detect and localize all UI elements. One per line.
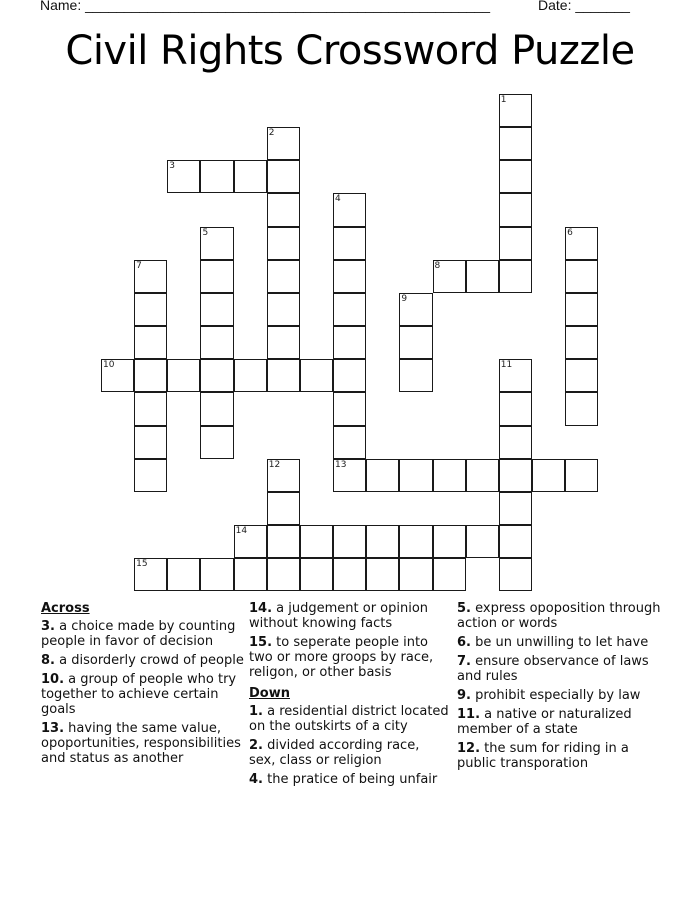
crossword-cell[interactable] <box>466 459 499 492</box>
crossword-cell[interactable] <box>499 160 532 193</box>
clue-number: 12. <box>457 741 481 756</box>
crossword-cell[interactable] <box>234 160 267 193</box>
crossword-cell[interactable] <box>433 525 466 558</box>
crossword-cell[interactable] <box>300 558 333 591</box>
crossword-cell[interactable] <box>267 558 300 591</box>
clue-number-label: 12 <box>268 459 281 470</box>
crossword-cell[interactable] <box>499 426 532 459</box>
crossword-cell[interactable] <box>134 459 167 492</box>
clue-text: be un unwilling to let have <box>475 635 649 650</box>
crossword-cell[interactable] <box>267 193 300 226</box>
crossword-cell[interactable] <box>134 426 167 459</box>
crossword-cell[interactable] <box>200 227 233 260</box>
clue-number-label: 8 <box>434 260 441 271</box>
crossword-cell[interactable] <box>134 392 167 425</box>
crossword-cell[interactable] <box>333 293 366 326</box>
crossword-cell[interactable] <box>499 492 532 525</box>
crossword-cell[interactable] <box>499 260 532 293</box>
crossword-cell[interactable] <box>399 359 432 392</box>
clue-text: a group of people who try together to achieve certain goals <box>41 672 237 717</box>
crossword-cell[interactable] <box>433 459 466 492</box>
across-heading: Across <box>41 601 90 616</box>
crossword-cell[interactable] <box>466 260 499 293</box>
clue-number-label: 11 <box>500 360 513 371</box>
crossword-cell[interactable] <box>565 293 598 326</box>
clues-column-2 <box>249 601 449 791</box>
clue-down-7 <box>457 654 662 684</box>
crossword-cell[interactable] <box>267 293 300 326</box>
clue-number-label: 10 <box>103 360 115 371</box>
clue-number-label: 6 <box>567 227 573 238</box>
clue-across-14 <box>249 601 449 631</box>
clue-number-label: 7 <box>136 260 142 271</box>
crossword-cell[interactable] <box>134 293 167 326</box>
crossword-cell[interactable] <box>499 94 532 127</box>
clue-text: having the same value, opoportunities, responsibilities and status as another <box>41 721 241 766</box>
crossword-cell[interactable] <box>399 558 432 591</box>
crossword-cell[interactable] <box>134 558 167 591</box>
clue-text: the pratice of being unfair <box>267 772 438 787</box>
clue-text: a choice made by counting people in favor of decision <box>41 619 236 649</box>
crossword-cell[interactable] <box>200 293 233 326</box>
crossword-cell[interactable] <box>333 459 366 492</box>
crossword-cell[interactable] <box>366 525 399 558</box>
clue-text: to seperate people into two or more groops by race, religon, or other basis <box>249 635 434 680</box>
clue-down-11 <box>457 707 662 737</box>
crossword-cell[interactable] <box>267 227 300 260</box>
crossword-cell[interactable] <box>167 558 200 591</box>
clue-number-label: 9 <box>401 293 408 304</box>
crossword-cell[interactable] <box>267 492 300 525</box>
clue-down-6 <box>457 635 662 650</box>
clue-down-1 <box>249 704 449 734</box>
crossword-cell[interactable] <box>167 359 200 392</box>
clue-number: 8. <box>41 653 55 668</box>
clue-across-15 <box>249 635 449 680</box>
crossword-cell[interactable] <box>499 459 532 492</box>
crossword-cell[interactable] <box>565 260 598 293</box>
crossword-cell[interactable] <box>200 260 233 293</box>
crossword-cell[interactable] <box>234 359 267 392</box>
clue-number: 2. <box>249 738 263 753</box>
crossword-cell[interactable] <box>565 359 598 392</box>
clue-number-label: 14 <box>235 525 248 536</box>
clue-number: 11. <box>457 707 481 722</box>
crossword-cell[interactable] <box>466 525 499 558</box>
clue-number: 15. <box>249 635 273 650</box>
crossword-cell[interactable] <box>499 227 532 260</box>
crossword-cell[interactable] <box>234 525 267 558</box>
crossword-cell[interactable] <box>134 326 167 359</box>
crossword-cell[interactable] <box>499 127 532 160</box>
name-field-label[interactable]: Name: ____________________________________________________ <box>40 0 491 13</box>
clue-number-label: 5 <box>202 227 209 238</box>
clue-across-10 <box>41 672 246 717</box>
crossword-cell[interactable] <box>333 193 366 226</box>
clue-down-5 <box>457 601 662 631</box>
clues-column-1 <box>41 601 246 770</box>
clue-across-13 <box>41 721 246 766</box>
crossword-cell[interactable] <box>167 160 200 193</box>
crossword-cell[interactable] <box>267 326 300 359</box>
clue-text: the sum for riding in a public transporation <box>457 741 629 771</box>
clue-text: prohibit especially by law <box>475 688 641 703</box>
clue-number: 7. <box>457 654 471 669</box>
down-heading: Down <box>249 686 290 701</box>
crossword-cell[interactable] <box>300 359 333 392</box>
crossword-cell[interactable] <box>499 392 532 425</box>
crossword-cell[interactable] <box>234 558 267 591</box>
crossword-cell[interactable] <box>267 127 300 160</box>
crossword-cell[interactable] <box>333 558 366 591</box>
clue-text: a native or naturalized member of a state <box>457 707 632 737</box>
clue-number: 10. <box>41 672 65 687</box>
crossword-cell[interactable] <box>333 525 366 558</box>
clue-text: express opoposition through action or words <box>457 601 661 631</box>
crossword-cell[interactable] <box>267 160 300 193</box>
clue-number: 6. <box>457 635 471 650</box>
crossword-cell[interactable] <box>333 359 366 392</box>
clue-down-4 <box>249 772 449 787</box>
crossword-cell[interactable] <box>200 326 233 359</box>
clue-number: 13. <box>41 721 65 736</box>
clue-number-label: 2 <box>268 128 275 139</box>
clues-column-3 <box>457 601 662 775</box>
crossword-cell[interactable] <box>267 260 300 293</box>
crossword-cell[interactable] <box>565 392 598 425</box>
clue-text: a residential district located on the outskirts of a city <box>249 704 449 734</box>
crossword-cell[interactable] <box>333 260 366 293</box>
crossword-cell[interactable] <box>366 558 399 591</box>
crossword-cell[interactable] <box>267 459 300 492</box>
crossword-cell[interactable] <box>333 392 366 425</box>
crossword-cell[interactable] <box>565 227 598 260</box>
crossword-cell[interactable] <box>399 326 432 359</box>
crossword-cell[interactable] <box>499 525 532 558</box>
clue-number-label: 4 <box>335 194 341 205</box>
clue-text: a disorderly crowd of people <box>59 653 244 668</box>
clue-down-9 <box>457 688 662 703</box>
crossword-cell[interactable] <box>200 392 233 425</box>
clue-number: 5. <box>457 601 471 616</box>
clue-number: 9. <box>457 688 471 703</box>
clue-text: divided according race, sex, class or religion <box>249 738 420 768</box>
clue-number: 14. <box>249 601 273 616</box>
crossword-cell[interactable] <box>333 426 366 459</box>
crossword-cell[interactable] <box>200 160 233 193</box>
clue-number-label: 1 <box>500 95 507 105</box>
crossword-cell[interactable] <box>267 359 300 392</box>
crossword-cell[interactable] <box>333 326 366 359</box>
crossword-cell[interactable] <box>200 558 233 591</box>
crossword-cell[interactable] <box>532 459 565 492</box>
clue-number: 4. <box>249 772 263 787</box>
clue-down-12 <box>457 741 662 771</box>
clue-number: 1. <box>249 704 263 719</box>
page-title: Civil Rights Crossword Puzzle <box>65 28 635 74</box>
crossword-cell[interactable] <box>366 459 399 492</box>
crossword-cell[interactable] <box>499 193 532 226</box>
crossword-cell[interactable] <box>101 359 134 392</box>
clue-number-label: 13 <box>335 459 347 470</box>
crossword-cell[interactable] <box>134 260 167 293</box>
crossword-cell[interactable] <box>399 459 432 492</box>
crossword-cell[interactable] <box>433 558 466 591</box>
crossword-cell[interactable] <box>565 459 598 492</box>
crossword-cell[interactable] <box>200 359 233 392</box>
clue-down-2 <box>249 738 449 768</box>
crossword-cell[interactable] <box>433 260 466 293</box>
clue-number-label: 3 <box>169 161 176 172</box>
crossword-cell[interactable] <box>333 227 366 260</box>
clue-number: 3. <box>41 619 55 634</box>
clue-text: a judgement or opinion without knowing facts <box>249 601 429 631</box>
crossword-cell[interactable] <box>399 293 432 326</box>
date-field-label[interactable]: Date: _______ <box>538 0 630 13</box>
clue-across-3 <box>41 619 246 649</box>
crossword-cell[interactable] <box>200 426 233 459</box>
clue-across-8 <box>41 653 246 668</box>
crossword-cell[interactable] <box>399 525 432 558</box>
crossword-cell[interactable] <box>300 525 333 558</box>
crossword-cell[interactable] <box>565 326 598 359</box>
crossword-cell[interactable] <box>267 525 300 558</box>
clue-number-label: 15 <box>136 559 148 570</box>
crossword-cell[interactable] <box>134 359 167 392</box>
clue-text: ensure observance of laws and rules <box>457 654 649 684</box>
crossword-cell[interactable] <box>499 558 532 591</box>
crossword-cell[interactable] <box>499 359 532 392</box>
